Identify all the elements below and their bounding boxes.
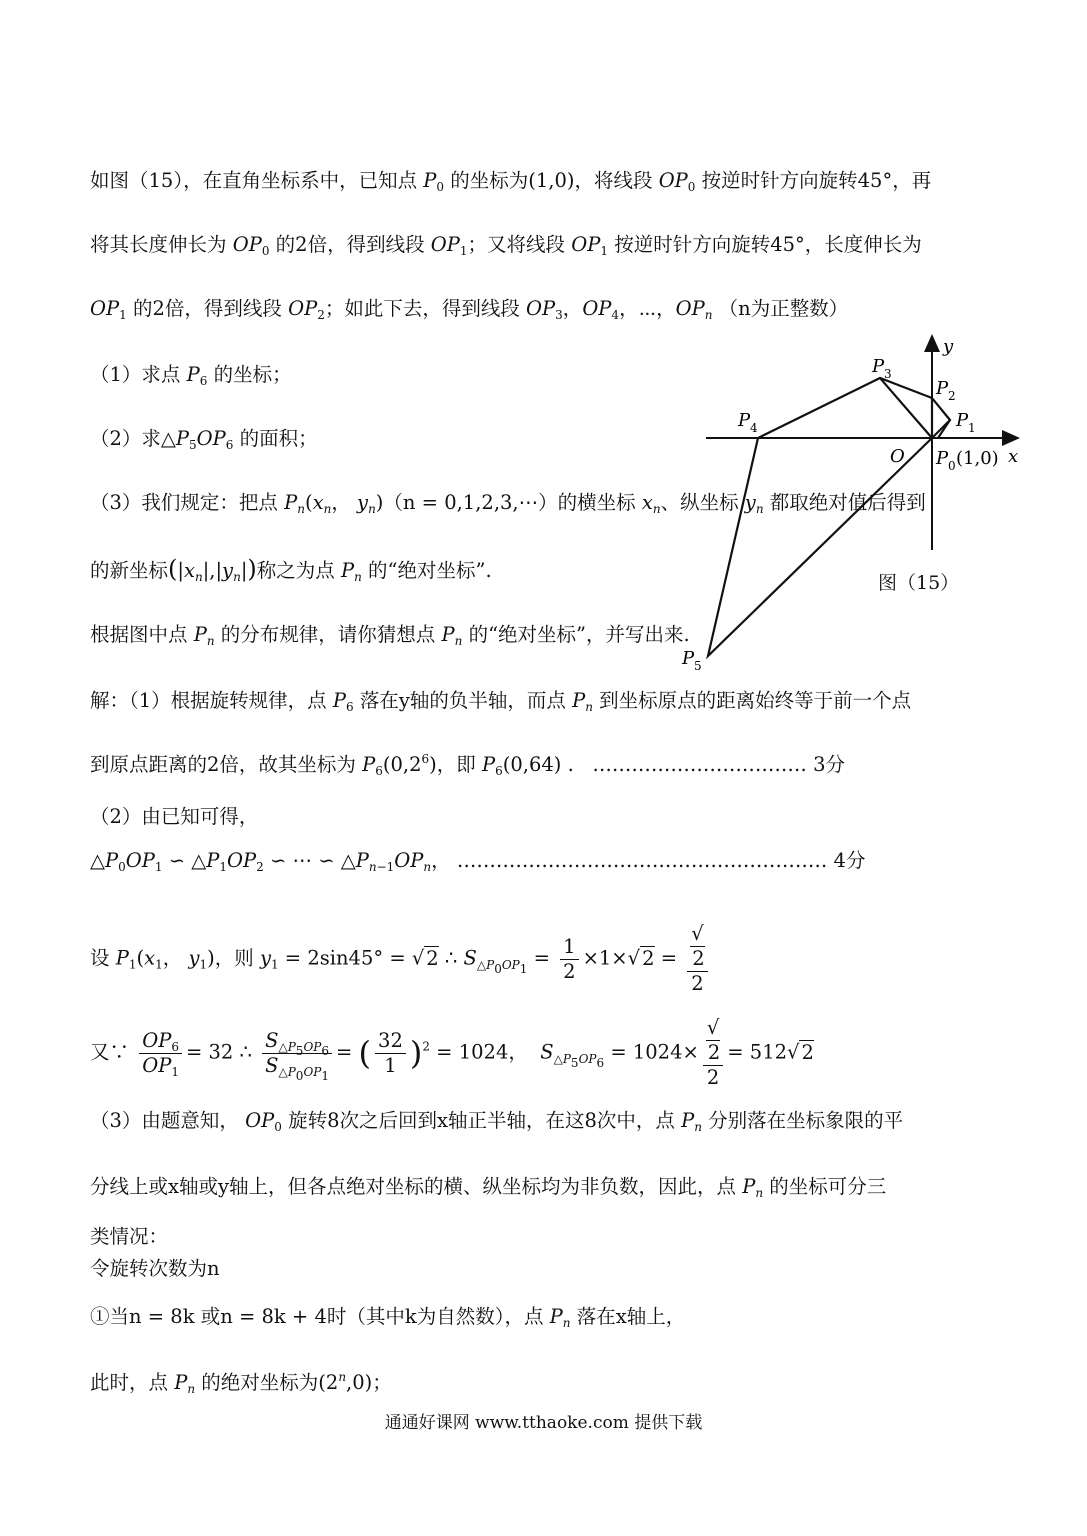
solution-part2-set: 设 $P_1(x_1$， $y_1$)，则 $y_1 = 2\sin 45^\circ$ = √ 2 ∴ $S_{\triangle P_0OP_1}$ = $\frac{1}{2}$ ×1×√ 2 = √ 2 2 <box>90 922 712 996</box>
solution-part3-case1: ①当n = 8k 或n = 8k + 4时（其中k为自然数），点 $P_n$ 落在x轴上， <box>90 1305 686 1330</box>
solution-part2-similar: $\triangle P_0OP_1$ ∽ $\triangle P_1OP_2$ ∽ ⋯ ∽ $\triangle P_{n-1}OP_n$， ………………………………………………… 4分 <box>90 849 866 874</box>
svg-text:(1,0): (1,0) <box>956 448 999 469</box>
svg-text:P: P <box>738 410 751 431</box>
label-P4 <box>737 410 758 435</box>
solution-part3-line3: 类情况： <box>90 1225 169 1248</box>
solution-part2-line1: （2）由已知可得， <box>90 805 259 828</box>
label-P0 <box>935 448 999 473</box>
question-part2: （2）求$\triangle P_5OP_6$ 的面积； <box>90 427 318 452</box>
solution-part3-line2: 分线上或x轴或y轴上，但各点绝对坐标的横、纵坐标均为非负数，因此，点 $P_n$ 的坐标可分三 <box>90 1175 887 1200</box>
svg-text:P: P <box>936 378 949 399</box>
footer: 通通好课网 www.tthaoke.com 提供下载 <box>384 1413 703 1433</box>
svg-text:P: P <box>872 356 885 377</box>
question-intro-line1: 如图（15），在直角坐标系中，已知点 $P_0$ 的坐标为(1,0)，将线段 $OP_0$ 按逆时针方向旋转45°，再 <box>90 169 932 194</box>
y-axis-label: y <box>943 336 954 357</box>
solution-part3-line1: （3）由题意知， $OP_0$ 旋转8次之后回到x轴正半轴，在这8次中，点 $P_n$ 分别落在坐标象限的平 <box>90 1109 904 1134</box>
svg-text:P: P <box>936 448 949 469</box>
figure-caption: 图（15） <box>878 572 960 594</box>
svg-text:P: P <box>956 410 969 431</box>
question-part3-line2: 的新坐标$(|x_n|,|y_n|)$称之为点 $P_n$ 的“绝对坐标”. <box>90 555 492 584</box>
solution-part2-ratio: 又∵ $\frac{OP_6}{OP_1}$ = 32 ∴ $\frac{S_{\triangle P_5OP_6}}{S_{\triangle P_0OP_1}}$ = ( $\frac{32}{1}$ )$^2$ = 1024， $S_{\triangle P_5OP_6} = 1024\times$ √ 2 2 = 512√ 2 <box>90 1016 814 1089</box>
question-part3-line1: （3）我们规定：把点 $P_n(x_n$， $y_n)(n$ = 0,1,2,3,⋯）的横坐标 $x_n$、纵坐标 $y_n$ 都取绝对值后得到 <box>90 491 926 516</box>
label-P1 <box>955 410 976 435</box>
solution-part1-line2: 到原点距离的2倍，故其坐标为 $P_6(0,2^6)$，即 $P_6(0,64)$ . …………………………… 3分 <box>90 752 845 778</box>
label-P2 <box>935 378 956 403</box>
solution-part1-line1: 解：（1）根据旋转规律，点 $P_6$ 落在y轴的负半轴，而点 $P_n$ 到坐标原点的距离始终等于前一个点 <box>90 689 912 714</box>
solution-part3-line4: 令旋转次数为n <box>90 1257 220 1280</box>
svg-text:3: 3 <box>884 367 892 381</box>
question-part1: （1）求点 $P_6$ 的坐标； <box>90 363 292 388</box>
question-intro-line2: 将其长度伸长为 $OP_0$ 的2倍，得到线段 $OP_1$；又将线段 $OP_1$ 按逆时针方向旋转45°，长度伸长为 <box>90 233 922 258</box>
origin-label: O <box>890 446 905 467</box>
question-intro-line3: $OP_1$ 的2倍，得到线段 $OP_2$；如此下去，得到线段 $OP_3$，$OP_4$，⋯，$OP_n$ （n为正整数） <box>90 297 849 322</box>
svg-text:4: 4 <box>750 421 758 435</box>
question-part3-line3: 根据图中点 $P_n$ 的分布规律，请你猜想点 $P_n$ 的“绝对坐标”，并写出来. <box>90 623 690 648</box>
solution-part3-case1-line2: 此时，点 $P_n$ 的绝对坐标为(2$^n$,0)； <box>90 1370 392 1396</box>
label-P3 <box>871 356 892 381</box>
svg-text:0: 0 <box>948 459 956 473</box>
svg-text:P: P <box>682 648 695 669</box>
svg-text:2: 2 <box>948 389 956 403</box>
svg-text:5: 5 <box>694 659 702 673</box>
label-P5 <box>681 648 702 673</box>
svg-text:1: 1 <box>968 421 976 435</box>
coordinate-figure <box>682 330 1040 673</box>
x-axis-label: x <box>1008 446 1019 467</box>
